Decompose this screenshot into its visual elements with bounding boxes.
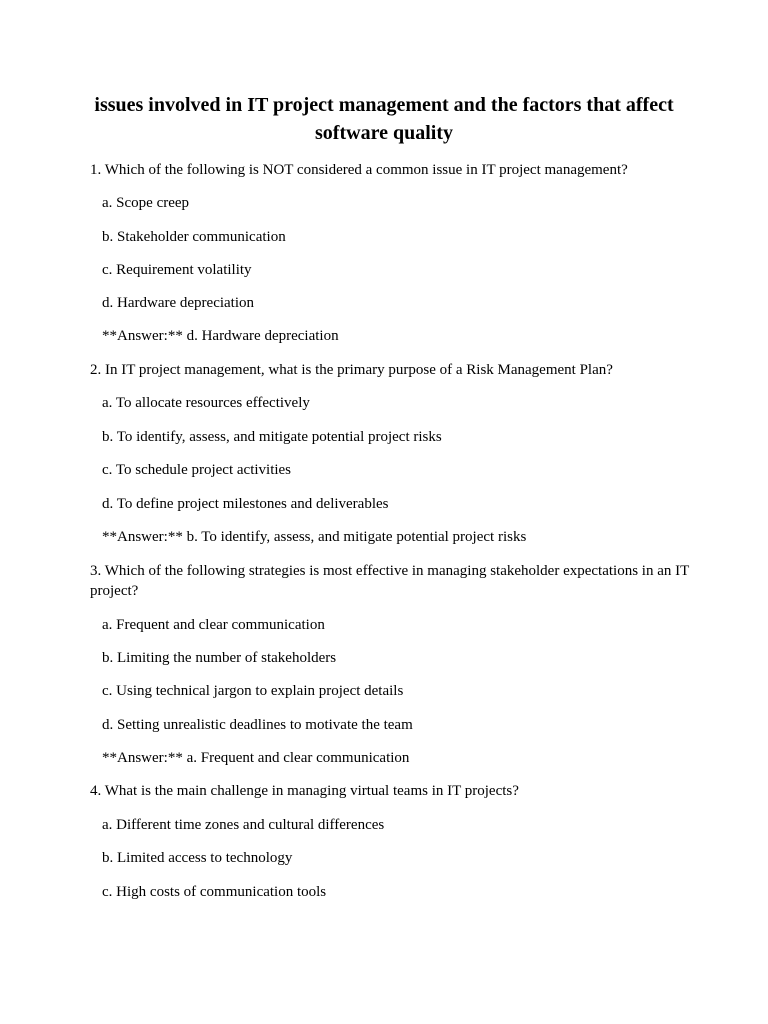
question-2-option-a: a. To allocate resources effectively	[102, 395, 310, 411]
question-1-option-c: c. Requirement volatility	[102, 262, 252, 278]
question-1-option-d: d. Hardware depreciation	[102, 295, 255, 311]
question-1-option-a: a. Scope creep	[102, 195, 190, 211]
question-4-option-a: a. Different time zones and cultural differences	[102, 817, 385, 833]
question-2-answer: **Answer:** b. To identify, assess, and mitigate potential project risks	[102, 529, 527, 545]
document-title: issues involved in IT project management and the factors that affect software quality	[94, 94, 674, 144]
question-3-option-a: a. Frequent and clear communication	[102, 617, 325, 633]
question-3-answer: **Answer:** a. Frequent and clear communication	[102, 750, 410, 766]
question-1: 1. Which of the following is NOT considered a common issue in IT project management?	[90, 162, 628, 178]
question-3: 3. Which of the following strategies is most effective in managing stakeholder expectations in an IT project?	[90, 563, 690, 599]
question-2-option-c: c. To schedule project activities	[102, 462, 292, 478]
question-1-option-b: b. Stakeholder communication	[102, 229, 286, 245]
question-3-option-d: d. Setting unrealistic deadlines to motivate the team	[102, 717, 413, 733]
question-2: 2. In IT project management, what is the primary purpose of a Risk Management Plan?	[90, 362, 613, 378]
question-3-option-c: c. Using technical jargon to explain project details	[102, 683, 404, 699]
question-1-answer: **Answer:** d. Hardware depreciation	[102, 328, 339, 344]
question-4-option-b: b. Limited access to technology	[102, 850, 293, 866]
question-3-option-b: b. Limiting the number of stakeholders	[102, 650, 337, 666]
question-4: 4. What is the main challenge in managing virtual teams in IT projects?	[90, 783, 519, 799]
question-2-option-b: b. To identify, assess, and mitigate potential project risks	[102, 429, 442, 445]
question-2-option-d: d. To define project milestones and deliverables	[102, 496, 389, 512]
question-4-option-c: c. High costs of communication tools	[102, 884, 327, 900]
